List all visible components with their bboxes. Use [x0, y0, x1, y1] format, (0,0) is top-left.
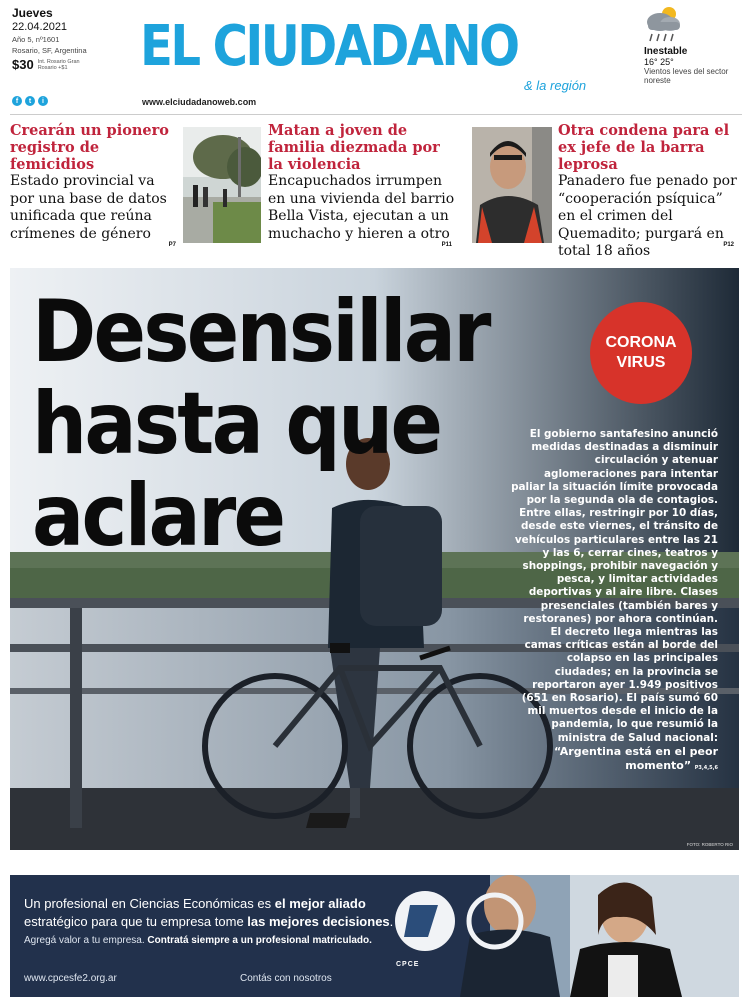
teaser-body: Estado provincial va por una base de datos unificada que reúna crímenes de género	[10, 173, 167, 242]
badge-line-1: CORONA	[605, 334, 677, 351]
masthead	[0, 0, 750, 118]
badge-line-2: VIRUS	[616, 354, 666, 371]
teaser-bella-vista[interactable]	[268, 122, 456, 254]
website-link[interactable]: www.elciudadanoweb.com	[142, 97, 257, 107]
teaser-title: Matan a joven de familia diezmada por la violencia	[268, 122, 440, 173]
weather-wind: Vientos leves del sector noreste	[644, 67, 729, 85]
weather-condition: Inestable	[644, 46, 688, 57]
social-links	[12, 96, 48, 106]
teaser-body: Encapuchados irrumpen en una vivienda del barrio Bella Vista, ejecutan a un muchacho y hieren a otro	[268, 173, 455, 242]
cloud-rain-icon	[640, 4, 684, 44]
teaser-page: P7	[168, 242, 176, 248]
ad-contact: Contás con nosotros	[240, 973, 332, 984]
main-headline[interactable]	[32, 282, 540, 566]
lead-story	[10, 268, 739, 850]
headline-line-3: aclare	[32, 466, 284, 566]
masthead-divider	[10, 114, 742, 115]
issue-edition: Año 5, nº1601	[12, 35, 60, 44]
ad-headline: Un profesional en Ciencias Económicas es el mejor aliado estratégico para que tu empresa tome las mejores decisiones.	[24, 896, 394, 929]
defendant-photo	[472, 127, 552, 243]
teaser-barra-leprosa[interactable]	[558, 122, 738, 259]
ad-subline: Agregá valor a tu empresa. Contratá siempre a un profesional matriculado.	[24, 935, 372, 946]
headline-line-2: hasta que	[32, 374, 441, 474]
newspaper-logo: EL CIUDADANO	[140, 14, 518, 79]
headline-line-1: Desensillar	[32, 282, 489, 382]
cpce-advertisement[interactable]	[10, 875, 739, 997]
logo-tagline: & la región	[524, 78, 587, 93]
ad-url[interactable]: www.cpcesfe2.org.ar	[24, 973, 117, 984]
weather-box	[630, 4, 740, 85]
facebook-icon[interactable]: f	[12, 96, 22, 106]
ad-photo	[370, 875, 739, 997]
teaser-title: Otra condena para el ex jefe de la barra leprosa	[558, 122, 730, 173]
issue-info	[12, 6, 122, 72]
twitter-icon[interactable]: t	[25, 96, 35, 106]
price-note: Int. Rosario Gran Rosario +$1	[37, 58, 80, 71]
teaser-page: P12	[723, 242, 734, 248]
coronavirus-badge	[590, 302, 692, 404]
photo-credit: FOTO: ROBERTO RIO	[686, 842, 733, 847]
issue-location: Rosario, SF, Argentina	[12, 46, 87, 55]
lead-pages: P3,4,5,6	[694, 765, 718, 772]
lead-story-text	[510, 428, 718, 775]
crime-scene-photo	[183, 127, 261, 243]
lead-quote: “Argentina está en el peor momento”	[553, 744, 718, 773]
issue-date: 22.04.2021	[12, 21, 68, 33]
instagram-icon[interactable]: i	[38, 96, 48, 106]
weather-temps: 16° 25°	[644, 57, 674, 67]
issue-day: Jueves	[12, 6, 53, 20]
teaser-title: Crearán un pionero registro de femicidios	[10, 122, 169, 173]
teaser-body: Panadero fue penado por “cooperación psíquica” en el crimen del Quemadito; purgará en total 18 años	[558, 173, 737, 259]
cpce-logo-text: CPCE	[396, 961, 420, 968]
issue-price: $30	[12, 57, 34, 72]
teaser-page: P11	[441, 242, 452, 248]
lead-body: El gobierno santafesino anunció medidas destinadas a disminuir circulación y atenuar aglomeraciones para intentar paliar la situación límite provocada por la segunda ola de contagios. Entre ellas, restringir por 10 días, desde este viernes, el tránsito de vehículos particulares entre las 21 y las 6, cerrar cines, teatros y shoppings, prohibir navegación y pesca, y limitar actividades deportivas y al aire libre. Clases presenciales (también bares y restoranes) por ahora continúan. El decreto llega mientras las camas críticas están al borde del colapso en las principales ciudades; en la provincia se reportaron ayer 1.949 positivos (651 en Rosario). El país sumó 60 mil muertos desde el inicio de la pandemia, lo que resumió la ministra de Salud nacional:	[511, 428, 718, 744]
teaser-femicidios[interactable]	[10, 122, 180, 254]
